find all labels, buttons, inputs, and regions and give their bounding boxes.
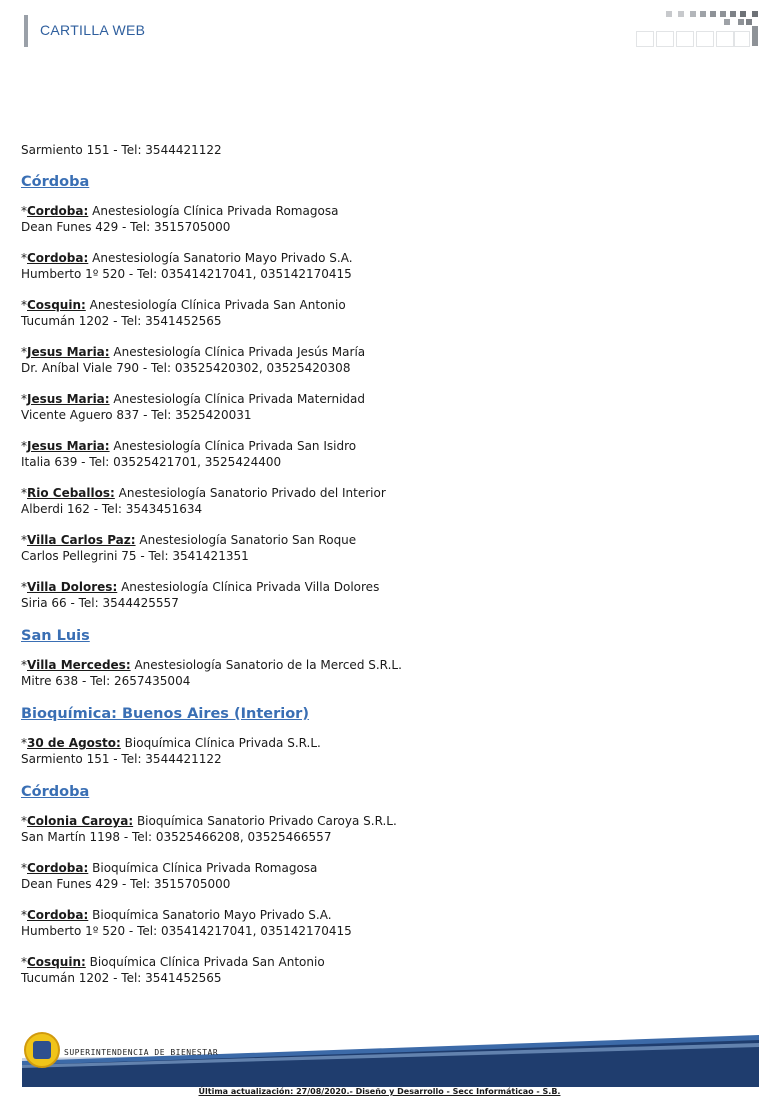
provider-address: San Martín 1198 - Tel: 03525466208, 03525466557 <box>21 830 332 844</box>
provider-address: Carlos Pellegrini 75 - Tel: 3541421351 <box>21 549 249 563</box>
provider-city: Cosquin: <box>27 955 86 969</box>
provider-line: *Villa Mercedes: Anestesiología Sanatorio de la Merced S.R.L. <box>21 658 402 672</box>
provider-line: *Rio Ceballos: Anestesiología Sanatorio Privado del Interior <box>21 486 386 500</box>
provider-address: Dean Funes 429 - Tel: 3515705000 <box>21 877 231 891</box>
header-accent-bar <box>24 15 28 47</box>
provider-entry <box>21 735 721 767</box>
provider-city: Cordoba: <box>27 908 89 922</box>
section-heading: Córdoba <box>21 784 90 800</box>
provider-line: *Cordoba: Anestesiología Clínica Privada Romagosa <box>21 204 339 218</box>
provider-city: Jesus Maria: <box>27 439 110 453</box>
provider-city: Rio Ceballos: <box>27 486 115 500</box>
continued-address: Sarmiento 151 - Tel: 3544421122 <box>21 143 222 157</box>
provider-line: *30 de Agosto: Bioquímica Clínica Privada S.R.L. <box>21 736 321 750</box>
footer <box>0 1025 759 1101</box>
provider-description: Bioquímica Sanatorio Privado Caroya S.R.L. <box>136 814 397 828</box>
provider-city: Villa Mercedes: <box>27 658 131 672</box>
provider-address: Italia 639 - Tel: 03525421701, 3525424400 <box>21 455 282 469</box>
page-title: CARTILLA WEB <box>40 22 146 38</box>
provider-line: *Cordoba: Anestesiología Sanatorio Mayo Privado S.A. <box>21 251 353 265</box>
provider-address: Siria 66 - Tel: 3544425557 <box>21 596 179 610</box>
provider-description: Anestesiología Clínica Privada Maternidad <box>113 392 365 406</box>
organization-name: SUPERINTENDENCIA DE BIENESTAR <box>64 1048 219 1057</box>
provider-description: Anestesiología Sanatorio Privado del Interior <box>118 486 386 500</box>
provider-entry <box>21 250 721 282</box>
provider-description: Anestesiología Clínica Privada Romagosa <box>92 204 339 218</box>
provider-entry <box>21 438 721 470</box>
provider-description: Bioquímica Sanatorio Mayo Privado S.A. <box>92 908 332 922</box>
provider-city: Villa Dolores: <box>27 580 118 594</box>
provider-entry <box>21 954 721 986</box>
provider-city: Cordoba: <box>27 204 89 218</box>
provider-city: Jesus Maria: <box>27 392 110 406</box>
provider-city: 30 de Agosto: <box>27 736 121 750</box>
provider-description: Anestesiología Sanatorio de la Merced S.R.L. <box>134 658 402 672</box>
provider-description: Anestesiología Sanatorio Mayo Privado S.A. <box>92 251 353 265</box>
provider-address: Alberdi 162 - Tel: 3543451634 <box>21 502 203 516</box>
provider-entry <box>21 657 721 689</box>
provider-line: *Cosquin: Anestesiología Clínica Privada San Antonio <box>21 298 346 312</box>
provider-description: Anestesiología Clínica Privada San Antonio <box>89 298 346 312</box>
provider-line: *Cosquin: Bioquímica Clínica Privada San Antonio <box>21 955 325 969</box>
provider-line: *Cordoba: Bioquímica Clínica Privada Romagosa <box>21 861 318 875</box>
provider-address: Mitre 638 - Tel: 2657435004 <box>21 674 191 688</box>
provider-entry <box>21 485 721 517</box>
provider-address: Humberto 1º 520 - Tel: 035414217041, 035142170415 <box>21 924 352 938</box>
provider-entry <box>21 907 721 939</box>
provider-entry <box>21 344 721 376</box>
provider-address: Vicente Aguero 837 - Tel: 3525420031 <box>21 408 252 422</box>
provider-line: *Villa Carlos Paz: Anestesiología Sanatorio San Roque <box>21 533 357 547</box>
provider-city: Colonia Caroya: <box>27 814 134 828</box>
content <box>21 142 721 1001</box>
section-heading: Córdoba <box>21 174 90 190</box>
provider-description: Anestesiología Sanatorio San Roque <box>139 533 357 547</box>
provider-city: Villa Carlos Paz: <box>27 533 136 547</box>
section-heading: San Luis <box>21 628 90 644</box>
provider-city: Cordoba: <box>27 861 89 875</box>
provider-description: Bioquímica Clínica Privada San Antonio <box>89 955 325 969</box>
provider-entry <box>21 203 721 235</box>
provider-entry <box>21 813 721 845</box>
provider-line: *Colonia Caroya: Bioquímica Sanatorio Privado Caroya S.R.L. <box>21 814 397 828</box>
institution-seal <box>24 1032 60 1068</box>
provider-line: *Jesus Maria: Anestesiología Clínica Privada Jesús María <box>21 345 366 359</box>
provider-city: Cordoba: <box>27 251 89 265</box>
provider-entry <box>21 532 721 564</box>
provider-entry <box>21 579 721 611</box>
provider-line: *Jesus Maria: Anestesiología Clínica Privada San Isidro <box>21 439 357 453</box>
provider-address: Tucumán 1202 - Tel: 3541452565 <box>21 971 222 985</box>
sections <box>21 172 721 986</box>
provider-description: Bioquímica Clínica Privada Romagosa <box>92 861 318 875</box>
provider-address: Tucumán 1202 - Tel: 3541452565 <box>21 314 222 328</box>
provider-address: Humberto 1º 520 - Tel: 035414217041, 035142170415 <box>21 267 352 281</box>
provider-line: *Villa Dolores: Anestesiología Clínica Privada Villa Dolores <box>21 580 380 594</box>
provider-description: Anestesiología Clínica Privada Villa Dolores <box>121 580 380 594</box>
provider-address: Dr. Aníbal Viale 790 - Tel: 03525420302, 03525420308 <box>21 361 351 375</box>
provider-entry <box>21 860 721 892</box>
provider-description: Anestesiología Clínica Privada Jesús María <box>113 345 366 359</box>
provider-line: *Jesus Maria: Anestesiología Clínica Privada Maternidad <box>21 392 365 406</box>
provider-address: Dean Funes 429 - Tel: 3515705000 <box>21 220 231 234</box>
provider-address: Sarmiento 151 - Tel: 3544421122 <box>21 752 222 766</box>
provider-entry <box>21 297 721 329</box>
provider-description: Bioquímica Clínica Privada S.R.L. <box>124 736 321 750</box>
header-decoration <box>634 11 759 47</box>
provider-entry <box>21 391 721 423</box>
last-updated-note: Última actualización: 27/08/2020.- Diseño y Desarrollo - Secc Informáticao - S.B. <box>198 1087 561 1096</box>
provider-city: Jesus Maria: <box>27 345 110 359</box>
provider-line: *Cordoba: Bioquímica Sanatorio Mayo Privado S.A. <box>21 908 332 922</box>
section-heading: Bioquímica: Buenos Aires (Interior) <box>21 706 309 722</box>
provider-city: Cosquin: <box>27 298 86 312</box>
provider-description: Anestesiología Clínica Privada San Isidro <box>113 439 357 453</box>
